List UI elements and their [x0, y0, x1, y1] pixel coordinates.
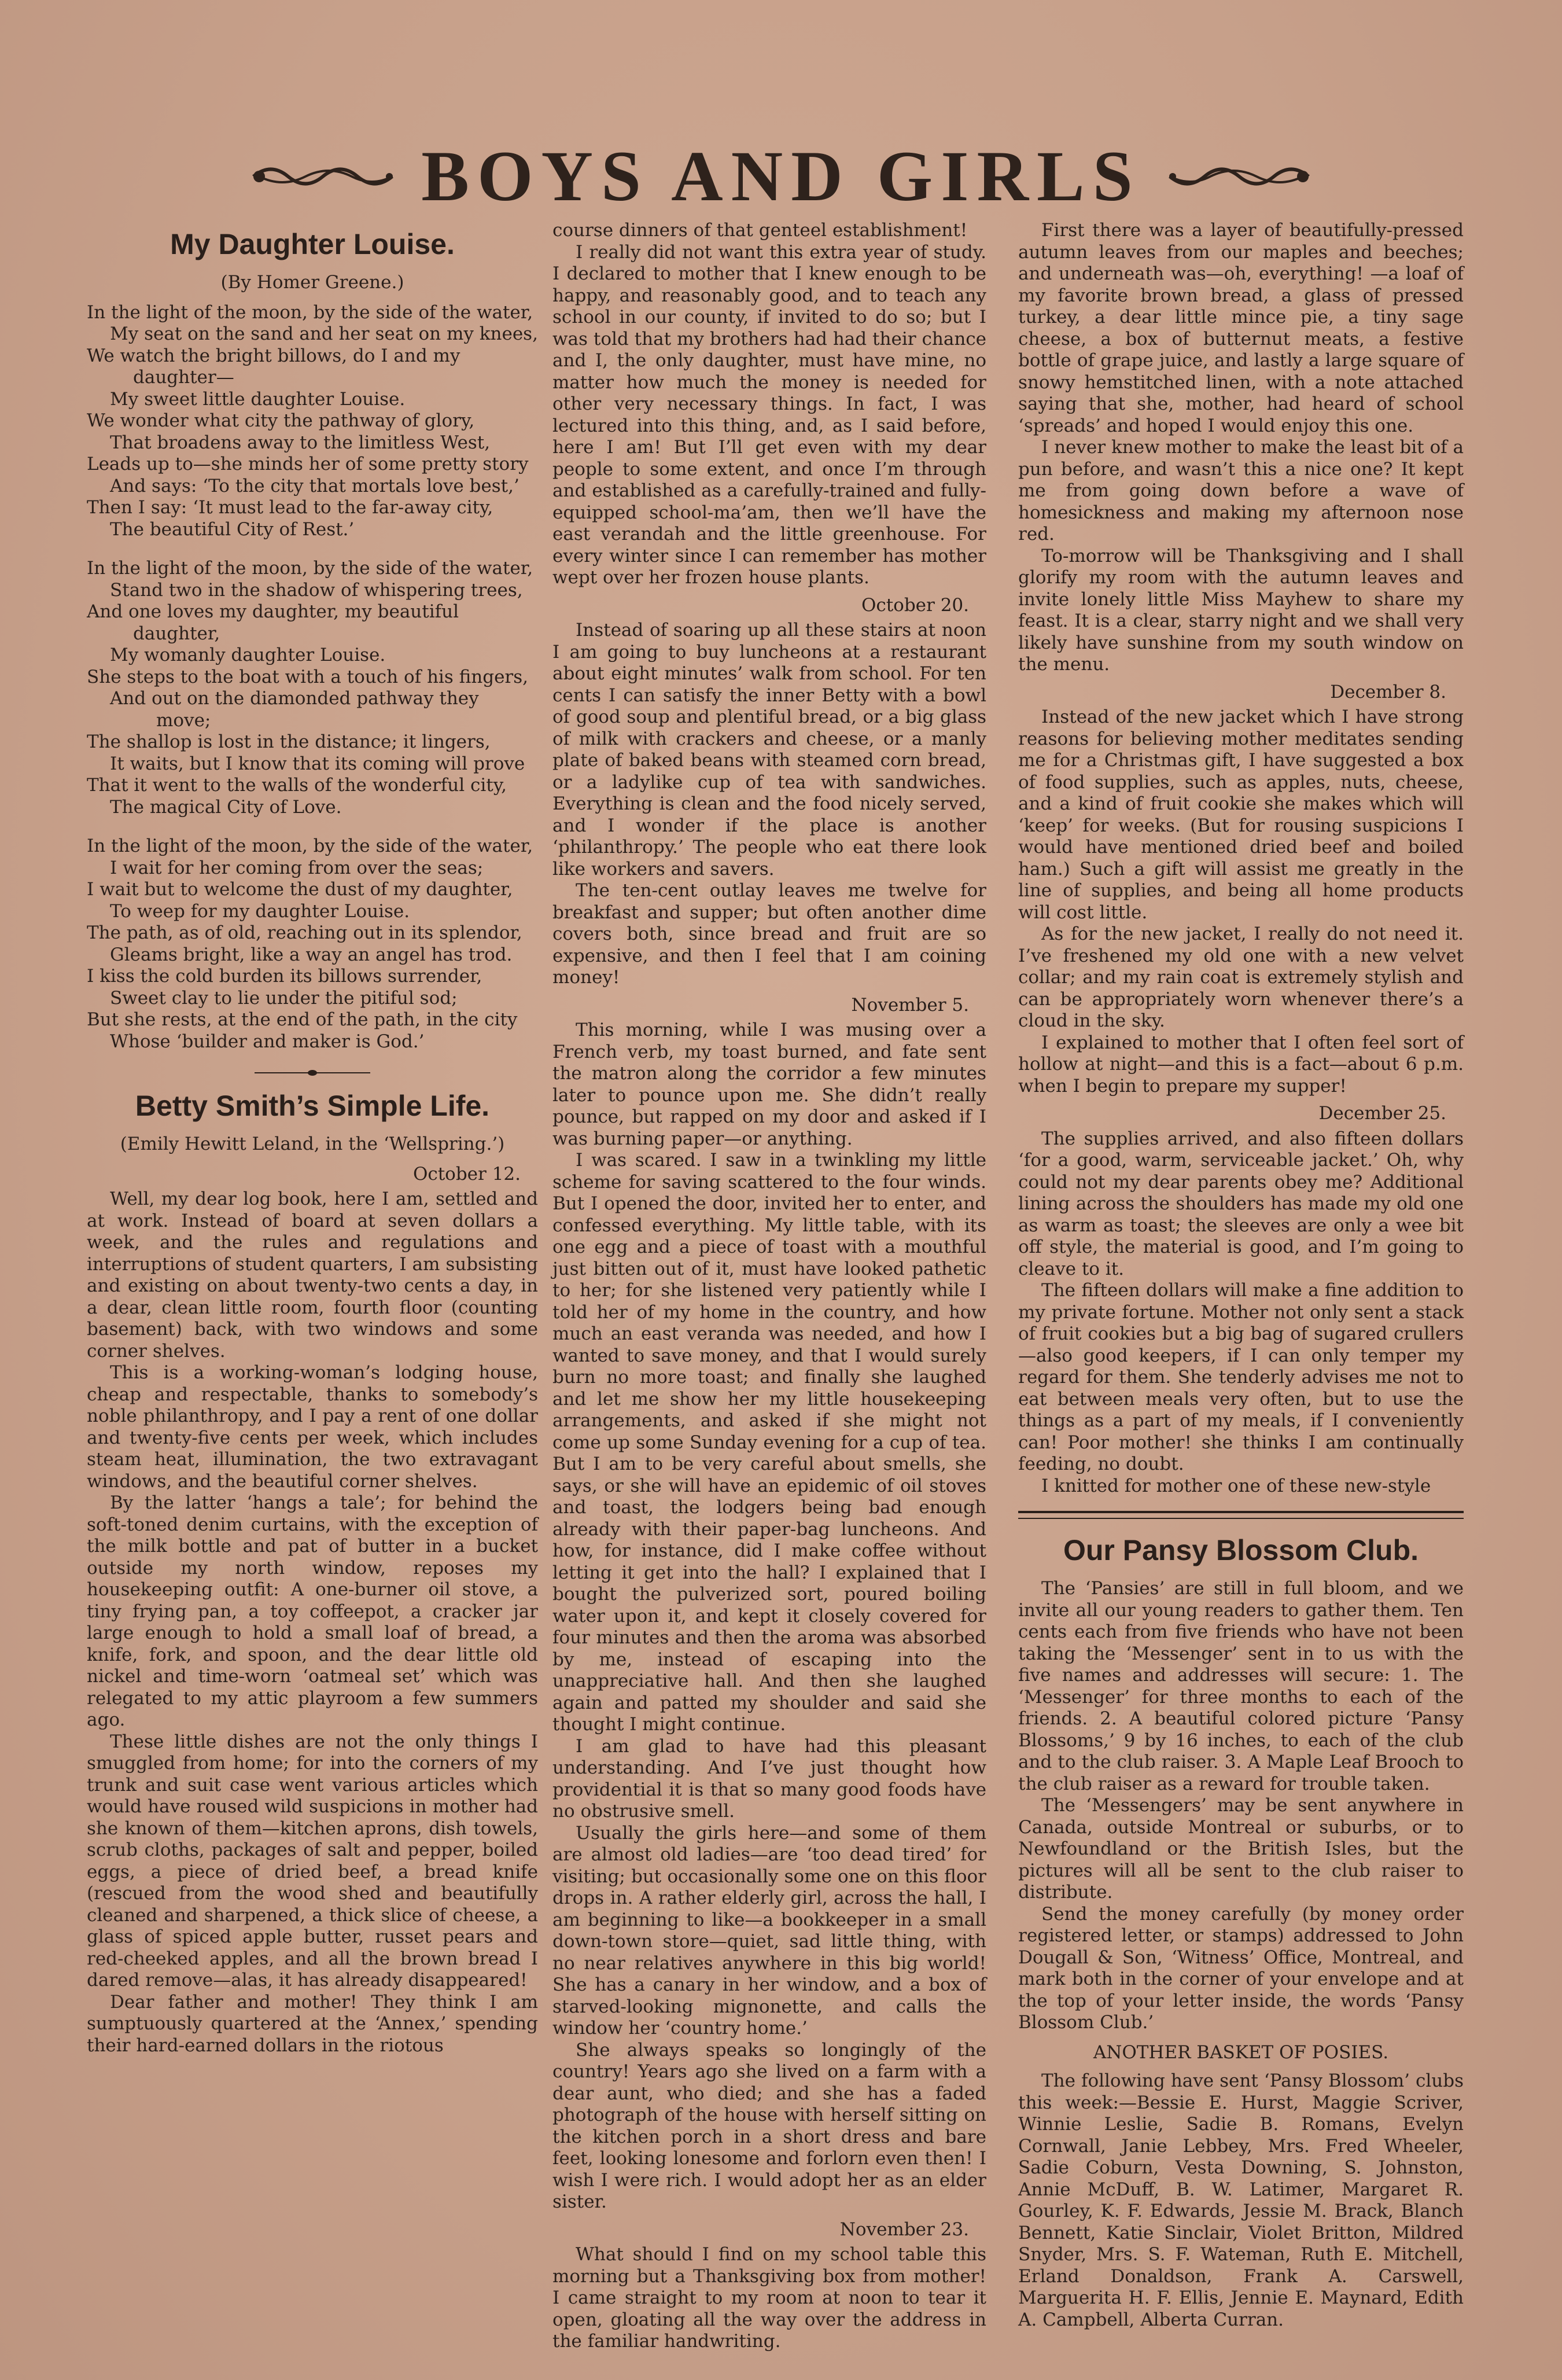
poem-line: We watch the bright billows, do I and my daughter— — [87, 345, 461, 388]
left-ornament-icon — [248, 159, 398, 194]
paragraph: She always speaks so longingly of the country! Years ago she lived on a farm with a dear aunt, who died; and she has a faded photograph of the house with herself sitting on the kitchen porch in a short dress and bare feet, looking lonesome and forlorn even then! I wish I were rich. I would adopt her as an elder sister. — [552, 2039, 986, 2212]
poem-line: The path, as of old, reaching out in its splendor, — [87, 922, 522, 943]
paragraph: This is a working-woman’s lodging house, cheap and respectable, thanks to somebody’s noble philanthropy, and I pay a rent of one dollar and twenty-five cents per week, which includes steam heat, illumination, the two extravagant windows, and the beautiful corner shelves. — [87, 1362, 538, 1492]
paragraph: I am glad to have had this pleasant understanding. And I’ve just thought how providential it is that so many good foods have no obstrusive smell. — [552, 1735, 986, 1822]
article-title: Betty Smith’s Simple Life. — [135, 1090, 490, 1122]
divider-ornament — [255, 1070, 370, 1076]
section-rule — [1018, 1511, 1464, 1519]
entry-date: October 20. — [861, 594, 969, 616]
poem-line: My womanly daughter Louise. — [110, 645, 386, 665]
entry-date: December 8. — [1330, 681, 1446, 702]
poem-stanza — [87, 836, 538, 1053]
club-names: The following have sent ‘Pansy Blossom’ clubs this week:—Bessie E. Hurst, Maggie Scriver, Winnie Leslie, Sadie B. Romans, Evelyn Cornwall, Janie Lebbey, Mrs. Fred Wheeler, Sadie Coburn, Vesta Downing, S. Johnston, Annie McDuff, B. W. Latimer, Margaret R. Gourley, K. F. Edwards, Jessie M. Brack, Blanch Bennett, Katie Sinclair, Violet Britton, Mildred Snyder, Mrs. S. F. Wateman, Ruth E. Mitchell, Erland Donaldson, Frank A. Carswell, Marguerita H. F. Ellis, Jennie E. Maynard, Edith A. Campbell, Alberta Curran. — [1018, 2070, 1464, 2330]
paragraph: The fifteen dollars will make a fine addition to my private fortune. Mother not only sent a stack of fruit cookies but a big bag of sugared crullers—also good keepers, if I can only temper my regard for them. She tenderly advises me not to eat between meals very often, but to use the things as a part of my meals, if I conveniently can! Poor mother! she thinks I am continually feeding, no doubt. — [1018, 1280, 1464, 1474]
poem-line: I wait for her coming from over the seas; — [110, 857, 484, 878]
paragraph: I explained to mother that I often feel sort of hollow at night—and this is a fact—about 6 p.m. when I begin to prepare my supper! — [1018, 1032, 1464, 1097]
paragraph: Well, my dear log book, here I am, settled and at work. Instead of board at seven dollars a week, and the rules and regulations and interruptions of student quarters, I am subsisting and existing on about twenty-two cents a day, in a dear, clean little room, fourth floor (counting basement) back, with two windows and some corner shelves. — [87, 1189, 538, 1362]
paragraph: I never knew mother to make the least bit of a pun before, and wasn’t this a nice one? It kept me from going down before a wave of homesickness and making my afternoon nose red. — [1018, 437, 1464, 545]
club-body — [1018, 1578, 1464, 2034]
poem-stanza — [87, 558, 538, 818]
paragraph: By the latter ‘hangs a tale’; for behind the soft-toned denim curtains, with the exception of the milk bottle and pat of butter in a bucket outside my north window, reposes my housekeeping outfit: A one-burner oil stove, a tiny frying pan, a toy coffeepot, a cracker jar large enough to hold a small loaf of bread, a knife, fork, and spoon, and the dear little old nickel and time-worn ‘oatmeal set’ which was relegated to my attic playroom a few summers ago. — [87, 1492, 538, 1730]
paragraph: Dear father and mother! They think I am sumptuously quartered at the ‘Annex,’ spending their hard-earned dollars in the riotous — [87, 1991, 538, 2056]
column-1 — [87, 220, 538, 2057]
entry-date: November 23. — [839, 2219, 969, 2240]
column-2 — [552, 220, 986, 2353]
entry-date: October 12. — [412, 1163, 521, 1185]
poem-byline: (By Homer Greene.) — [220, 272, 404, 293]
article-body-col2 — [552, 220, 986, 2353]
entry-date: December 25. — [1318, 1103, 1446, 1124]
paragraph: I was scared. I saw in a twinkling my little scheme for saving scattered to the four winds. But I opened the door, invited her to enter, and confessed everything. My little table, with its one egg and a piece of toast with a mouthful just bitten out of it, must have looked pathetic to her; for she listened very patiently while I told her of my home in the country, and how much an east veranda was needed, and how I wanted to save money, and that I would surely burn no more toast; and finally she laughed and let me show her my little housekeeping arrangements, and asked if she might not come up some Sunday evening for a cup of tea. But I am to be very careful about smells, she says, or she will have an epidemic of oil stoves and toast, the lodgers being bad enough already with their paper-bag luncheons. And how, for instance, did I make coffee without letting it get into the hall? I explained that I bought the pulverized sort, poured boiling water upon it, and kept it closely covered for four minutes and then the aroma was absorbed by me, instead of escaping into the unappreciative hall. And then she laughed again and patted my shoulder and said she thought I might continue. — [552, 1150, 986, 1735]
poem-line: The magical City of Love. — [110, 796, 342, 818]
paragraph: Usually the girls here—and some of them are almost old ladies—are ‘too dead tired’ for visiting; but occasionally some one on this floor drops in. A rather elderly girl, across the hall, I am beginning to like—a bookkeeper in a small down-town store—quiet, sad little thing, with no near relatives anywhere in this big world! She has a canary in her window, and a box of starved-looking mignonette, and calls the window her ‘country home.’ — [552, 1822, 986, 2039]
section-title: BOYS AND GIRLS — [421, 137, 1141, 216]
article-body-col1 — [87, 1164, 538, 2057]
poem-line: The beautiful City of Rest.’ — [110, 518, 355, 540]
poem-line: Then I say: ‘It must lead to the far-away city, — [87, 497, 493, 518]
poem-line: And says: ‘To the city that mortals love best,’ — [110, 475, 520, 496]
poem-line: My sweet little daughter Louise. — [110, 388, 406, 410]
article-byline: (Emily Hewitt Leland, in the ‘Wellspring.’) — [120, 1134, 505, 1154]
club-paragraph: Send the money carefully (by money order registered letter, or stamps) addressed to John Dougall & Son, ‘Witness’ Office, Montreal, and mark both in the corner of your envelope and at the top of your letter inside, the words ‘Pansy Blossom Club.’ — [1018, 1903, 1464, 2033]
poem-line: She steps to the boat with a touch of his fingers, — [87, 666, 528, 687]
poem-line: To weep for my daughter Louise. — [110, 900, 410, 922]
column-3 — [1018, 220, 1464, 2331]
poem-line: And out on the diamonded pathway they move; — [110, 688, 479, 731]
poem-line: In the light of the moon, by the side of the water, — [87, 836, 533, 856]
poem-line: We wonder what city the pathway of glory, — [87, 410, 475, 431]
club-paragraph: The ‘Messengers’ may be sent anywhere in Canada, outside Montreal or suburbs, or to Newfoundland or the British Isles, but the pictures will all be sent to the club raiser to distribute. — [1018, 1795, 1464, 1903]
paragraph: To-morrow will be Thanksgiving and I shall glorify my room with the autumn leaves and invite lonely little Miss Mayhew to share my feast. It is a clear, starry night and we shall very likely have sunshine from my south window on the menu. — [1018, 545, 1464, 675]
poem-line: Leads up to—she minds her of some pretty story — [87, 454, 529, 474]
poem-line: Whose ‘builder and maker is God.’ — [110, 1031, 425, 1052]
paragraph: course dinners of that genteel establishment! — [552, 220, 968, 241]
poem-line: Gleams bright, like a way an angel has trod. — [110, 944, 513, 965]
poem-line: My seat on the sand and her seat on my knees, — [110, 323, 538, 344]
poem-body — [87, 302, 538, 1053]
right-ornament-icon — [1164, 159, 1314, 194]
poem-line: That it went to the walls of the wonderful city, — [87, 775, 507, 796]
paragraph: First there was a layer of beautifully-pressed autumn leaves from our maples and beeches; and underneath was—oh, everything! —a loaf of my favorite brown bread, a glass of pressed turkey, a dear little mince pie, a tiny sage cheese, a box of butternut meats, a festive bottle of grape juice, and lastly a large square of snowy hemstitched linen, with a note attached saying that she, mother, had heard of school ‘spreads’ and hoped I would enjoy this one. — [1018, 220, 1464, 436]
poem-line: I wait but to welcome the dust of my daughter, — [87, 879, 513, 900]
paragraph: As for the new jacket, I really do not need it. I’ve freshened my old one with a new velvet collar; and my rain coat is extremely stylish and can be appropriately worn whenever there’s a cloud in the sky. — [1018, 924, 1464, 1031]
masthead — [0, 133, 1562, 220]
poem-stanza — [87, 302, 538, 541]
paragraph: This morning, while I was musing over a French verb, my toast burned, and fate sent the matron along the corridor a few minutes later to pounce upon me. She didn’t really pounce, but rapped on my door and asked if I was burning paper—or anything. — [552, 1020, 986, 1149]
poem-title: My Daughter Louise. — [170, 228, 455, 260]
paragraph: These little dishes are not the only things I smuggled from home; for into the corners of my trunk and suit case went various articles which would have roused wild suspicions in mother had she known of them—kitchen aprons, dish towels, scrub cloths, packages of salt and pepper, boiled eggs, a piece of dried beef, a bread knife (rescued from the wood shed and beautifully cleaned and sharpened, a thick slice of cheese, a glass of spiced apple butter, russet pears and red-cheeked apples, and all the brown bread I dared remove—alas, it has already disappeared! — [87, 1731, 538, 1991]
poem-line: In the light of the moon, by the side of the water, — [87, 301, 533, 323]
entry-date: November 5. — [851, 994, 969, 1016]
poem-line: And one loves my daughter, my beautiful daughter, — [87, 601, 459, 644]
poem-line: It waits, but I know that its coming will prove — [110, 753, 525, 774]
poem-line: The shallop is lost in the distance; it lingers, — [87, 731, 491, 752]
paragraph: I knitted for mother one of these new-style — [1041, 1475, 1431, 1496]
club-subhead: ANOTHER BASKET OF POSIES. — [1093, 2041, 1389, 2063]
paragraph: The supplies arrived, and also fifteen dollars ‘for a good, warm, serviceable jacket.’ Oh, why could not my dear parents obey me? Additional lining across the shoulders has made my old one as warm as toast; the sleeves are only a wee bit off style, the material is good, and I’m going to cleave to it. — [1018, 1128, 1464, 1279]
paragraph: Instead of the new jacket which I have strong reasons for believing mother meditates sending me for a Christmas gift, I have suggested a box of food supplies, such as apples, nuts, cheese, and a kind of fruit cookie she makes which will ‘keep’ for weeks. (But for rousing suspicions I would have mentioned dried beef and boiled ham.) Such a gift will assist me greatly in the line of supplies, and being all home products will cost little. — [1018, 707, 1464, 923]
paragraph: I really did not want this extra year of study. I declared to mother that I knew enough to be happy, and reasonably good, and to teach any school in our county, if invited to do so; but I was told that my brothers had had their chance and I, the only daughter, must have mine, no matter how much the money is needed for other very necessary things. In fact, I was lectured into this thing, and, as I said before, here I am! But I’ll get even with my dear people to some extent, and once I’m through and established as a carefully-trained and fully-equipped school-ma’am, then we’ll have the east verandah and the little greenhouse. For every winter since I can remember has mother wept over her frozen house plants. — [552, 241, 986, 588]
paragraph: Instead of soaring up all these stairs at noon I am going to buy luncheons at a restaurant about eight minutes’ walk from school. For ten cents I can satisfy the inner Betty with a bowl of good soup and plentiful bread, or a big glass of milk with crackers and cheese, or a manly plate of baked beans with steamed corn bread, or a ladylike cup of tea with sandwiches. Everything is clean and the food nicely served, and I wonder if the place is another ‘philanthropy.’ The people who eat there look like workers and savers. — [552, 620, 986, 880]
poem-line: In the light of the moon, by the side of the water, — [87, 558, 533, 579]
poem-line: I kiss the cold burden its billows surrender, — [87, 966, 482, 987]
poem-line: Sweet clay to lie under the pitiful sod; — [110, 987, 458, 1009]
paragraph: The ten-cent outlay leaves me twelve for breakfast and supper; but often another dime covers both, since bread and fruit are so expensive, and then I feel that I am coining money! — [552, 880, 986, 988]
club-paragraph: The ‘Pansies’ are still in full bloom, and we invite all our young readers to gather them. Ten cents each from five friends who have not been taking the ‘Messenger’ sent in to us with the five names and addresses will secure: 1. The ‘Messenger’ for three months to each of the friends. 2. A beautiful colored picture ‘Pansy Blossoms,’ 9 by 16 inches, to each of the club and to the club raiser. 3. A Maple Leaf Brooch to the club raiser as a reward for trouble taken. — [1018, 1578, 1464, 1794]
poem-line: But she rests, at the end of the path, in the city — [87, 1009, 518, 1030]
article-body-col3 — [1018, 220, 1464, 1497]
paragraph: What should I find on my school table this morning but a Thanksgiving box from mother! I came straight to my room at noon to tear it open, gloating all the way over the address in the familiar handwriting. — [552, 2244, 986, 2352]
club-title: Our Pansy Blossom Club. — [1063, 1534, 1419, 1566]
poem-line: Stand two in the shadow of whispering trees, — [110, 579, 523, 601]
poem-line: That broadens away to the limitless West, — [110, 432, 491, 453]
